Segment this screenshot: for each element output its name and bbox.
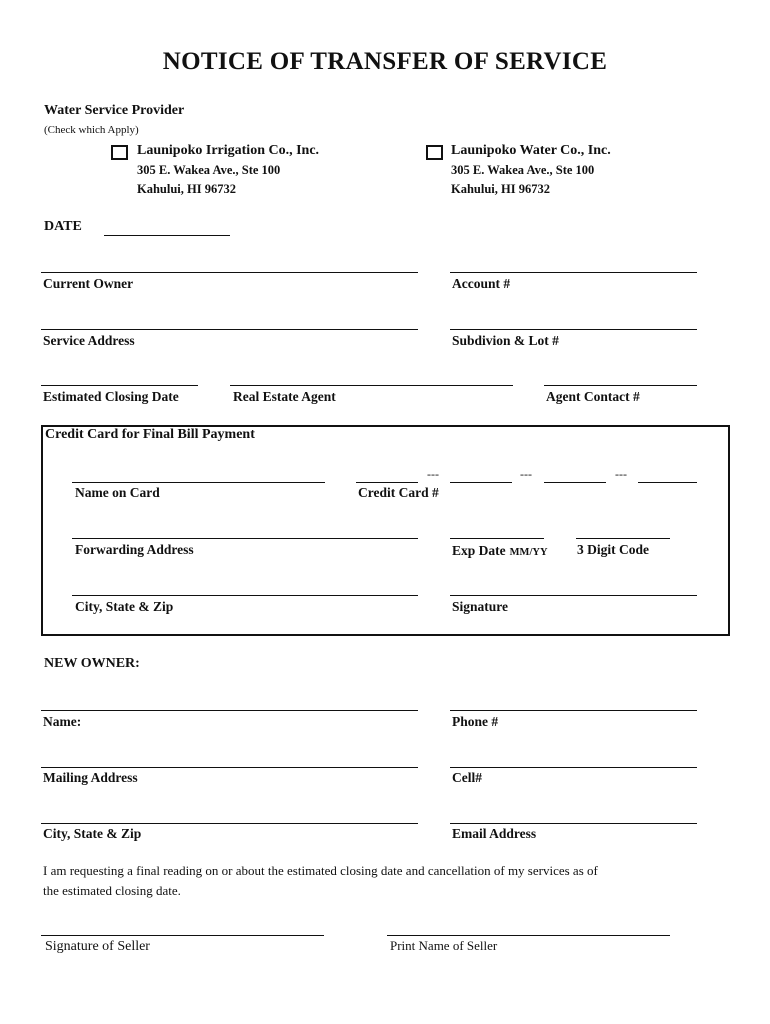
- current-owner-field-line[interactable]: [41, 272, 418, 273]
- agent-contact-field-line[interactable]: [544, 385, 697, 386]
- seller-print-name-field-line[interactable]: [387, 935, 670, 936]
- account-label: Account #: [452, 276, 511, 291]
- exp-date-label: Exp Date: [452, 543, 506, 558]
- card-number-label: Credit Card #: [358, 485, 439, 500]
- provider-irrigation-address1: 305 E. Wakea Ave., Ste 100: [137, 163, 281, 177]
- new-owner-city-state-zip-label: City, State & Zip: [43, 826, 142, 841]
- forwarding-address-field-line[interactable]: [72, 538, 418, 539]
- subdivision-field-line[interactable]: [450, 329, 697, 330]
- new-owner-heading: NEW OWNER:: [44, 656, 140, 671]
- cell-label: Cell#: [452, 770, 482, 785]
- seller-signature-field-line[interactable]: [41, 935, 324, 936]
- provider-irrigation-address2: Kahului, HI 96732: [137, 182, 236, 196]
- email-field-line[interactable]: [450, 823, 697, 824]
- code-label: 3 Digit Code: [577, 542, 649, 557]
- agent-field-line[interactable]: [230, 385, 513, 386]
- card-number-segment-3[interactable]: [544, 482, 606, 483]
- exp-date-format: MM/YY: [509, 547, 548, 558]
- service-address-label: Service Address: [43, 333, 135, 348]
- page-title: NOTICE OF TRANSFER OF SERVICE: [162, 48, 608, 75]
- provider-irrigation-checkbox[interactable]: [111, 145, 128, 160]
- exp-date-label-group: [452, 542, 548, 560]
- provider-water-name: Launipoko Water Co., Inc.: [451, 143, 611, 158]
- code-field-line[interactable]: [576, 538, 670, 539]
- new-owner-name-label: Name:: [43, 714, 82, 729]
- card-separator: ---: [615, 467, 627, 481]
- name-on-card-field-line[interactable]: [72, 482, 325, 483]
- subdivision-label: Subdivion & Lot #: [452, 333, 559, 348]
- provider-heading: Water Service Provider: [44, 103, 185, 118]
- card-separator: ---: [520, 467, 532, 481]
- new-owner-name-field-line[interactable]: [41, 710, 418, 711]
- closing-date-field-line[interactable]: [41, 385, 198, 386]
- cc-city-state-zip-field-line[interactable]: [72, 595, 418, 596]
- new-owner-city-state-zip-field-line[interactable]: [41, 823, 418, 824]
- forwarding-address-label: Forwarding Address: [75, 542, 194, 557]
- provider-water-address1: 305 E. Wakea Ave., Ste 100: [451, 163, 595, 177]
- date-field-line[interactable]: [104, 235, 230, 236]
- agent-label: Real Estate Agent: [233, 389, 336, 404]
- new-owner-phone-label: Phone #: [452, 714, 499, 729]
- card-number-segment-1[interactable]: [356, 482, 418, 483]
- service-address-field-line[interactable]: [41, 329, 418, 330]
- provider-irrigation-name: Launipoko Irrigation Co., Inc.: [137, 143, 320, 158]
- statement-line-2: the estimated closing date.: [43, 883, 181, 898]
- cc-signature-label: Signature: [452, 599, 509, 614]
- agent-contact-label: Agent Contact #: [546, 389, 640, 404]
- provider-water-checkbox[interactable]: [426, 145, 443, 160]
- provider-note: (Check which Apply): [44, 124, 139, 136]
- card-separator: ---: [427, 467, 439, 481]
- cc-city-state-zip-label: City, State & Zip: [75, 599, 174, 614]
- card-number-segment-2[interactable]: [450, 482, 512, 483]
- cell-field-line[interactable]: [450, 767, 697, 768]
- seller-signature-label: Signature of Seller: [45, 939, 150, 954]
- closing-date-label: Estimated Closing Date: [43, 389, 179, 404]
- provider-water-address2: Kahului, HI 96732: [451, 182, 550, 196]
- statement-line-1: I am requesting a final reading on or about the estimated closing date and cancellation of my services as of: [43, 863, 598, 878]
- card-number-segment-4[interactable]: [638, 482, 697, 483]
- credit-card-heading: Credit Card for Final Bill Payment: [45, 427, 255, 442]
- seller-print-name-label: Print Name of Seller: [390, 938, 498, 953]
- exp-date-field-line[interactable]: [450, 538, 544, 539]
- new-owner-phone-field-line[interactable]: [450, 710, 697, 711]
- email-label: Email Address: [452, 826, 537, 841]
- cc-signature-field-line[interactable]: [450, 595, 697, 596]
- name-on-card-label: Name on Card: [75, 485, 160, 500]
- current-owner-label: Current Owner: [43, 276, 134, 291]
- date-label: DATE: [44, 219, 82, 234]
- mailing-address-label: Mailing Address: [43, 770, 138, 785]
- account-field-line[interactable]: [450, 272, 697, 273]
- mailing-address-field-line[interactable]: [41, 767, 418, 768]
